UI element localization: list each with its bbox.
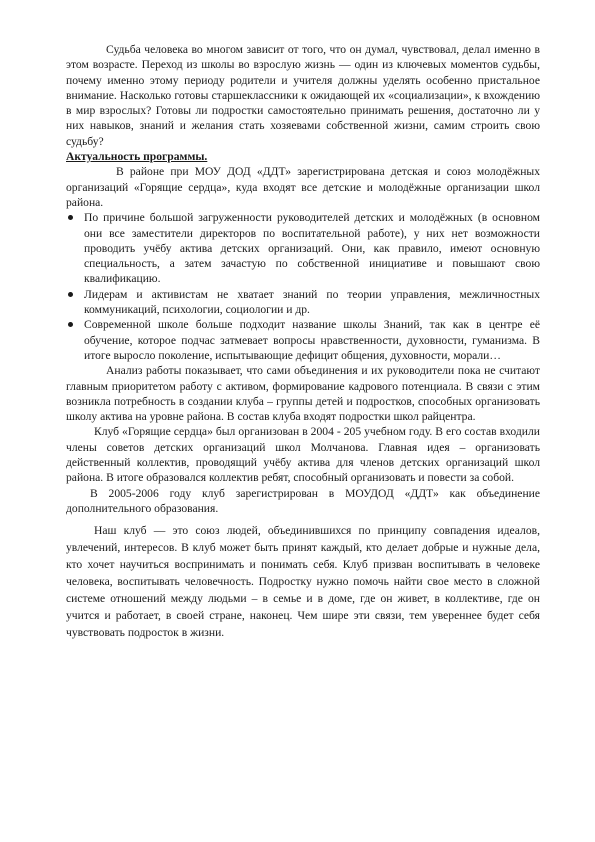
bullet-text: По причине большой загруженности руководителей детских и молодёжных (в основном они все заместители директоров по воспитательной работе), у них нет возможности проводить учёбу актива детских организаций. Они, как правило, имеют основную специальность, а затем зачастую по собственной инициативе и повышают свою квалификацию.: [84, 211, 540, 286]
bullet-icon: [68, 322, 73, 327]
bullet-list: [66, 210, 540, 363]
bullet-item: [66, 317, 540, 363]
section-heading: Актуальность программы.: [66, 150, 208, 164]
paragraph-analysis: Анализ работы показывает, что сами объединения и их руководители пока не считают главным приоритетом работу с активом, формирование кадрового потенциала. В связи с этим возникла потребность в создании клуба – группы детей и подростков, способных организовать школу актива на уровне района. В состав клуба входят подростки школ райцентра.: [66, 364, 540, 424]
bullet-text: Современной школе больше подходит название школы Знаний, так как в центре её обучение, которое подчас затмевает вопросы нравственности, духовности, гуманизма. В итоге выросло поколение, испытывающие дефицит общения, духовности, морали…: [84, 318, 540, 362]
document-body: [66, 42, 540, 641]
paragraph-club-registered: В 2005-2006 году клуб зарегистрирован в МОУДОД «ДДТ» как объединение дополнительного образования.: [66, 486, 540, 515]
intro-paragraph: Судьба человека во многом зависит от того, что он думал, чувствовал, делал именно в этом возрасте. Переход из школы во взрослую жизнь — один из ключевых моментов судьбы, почему именно этому периоду родители и учителя должны уделять особенно пристальное внимание. Насколько готовы старшеклассники к ожидающей их «социализации», к вхождению в мир взрослых? Готовы ли подростки самостоятельно принимать решения, достаточно ли у них навыков, знаний и желания стать хозяевами собственной жизни, самим строить свою судьбу?: [66, 43, 540, 148]
bullet-icon: [68, 292, 73, 297]
bullet-text: Лидерам и активистам не хватает знаний по теории управления, межличностных коммуникаций, психологии, социологии и др.: [84, 287, 540, 317]
paragraph-club-description: Наш клуб — это союз людей, объединившихся по принципу совпадения идеалов, увлечений, интересов. В клуб может быть принят каждый, кто делает добрые и нужные дела, кто хочет научиться воспринимать и понимать себя. Клуб призван воспитывать в человеке человека, воспитывать человечность. Подростку нужно помочь найти свое место в сложной системе отношений между людьми – в семье и в доме, где он живет, в коллективе, где он учится и работает, в своей стране, наконец. Чем шире эти связи, тем увереннее будет себя чувствовать подросток в жизни.: [66, 524, 540, 640]
bullet-icon: [68, 215, 73, 220]
bullet-item: [66, 287, 540, 318]
paragraph-registration: В районе при МОУ ДОД «ДДТ» зарегистрирована детская и союз молодёжных организаций «Горящие сердца», куда входят все детские и молодёжные организации школ района.: [66, 165, 540, 209]
bullet-item: [66, 210, 540, 286]
paragraph-club-founded: Клуб «Горящие сердца» был организован в 2004 - 205 учебном году. В его состав входили члены советов детских организаций школ Молчанова. Главная идея – организовать действенный коллектив, проводящий учёбу актива для членов детских организаций школ района. В итоге образовался коллектив ребят, способный организовать и повести за собой.: [66, 425, 540, 485]
